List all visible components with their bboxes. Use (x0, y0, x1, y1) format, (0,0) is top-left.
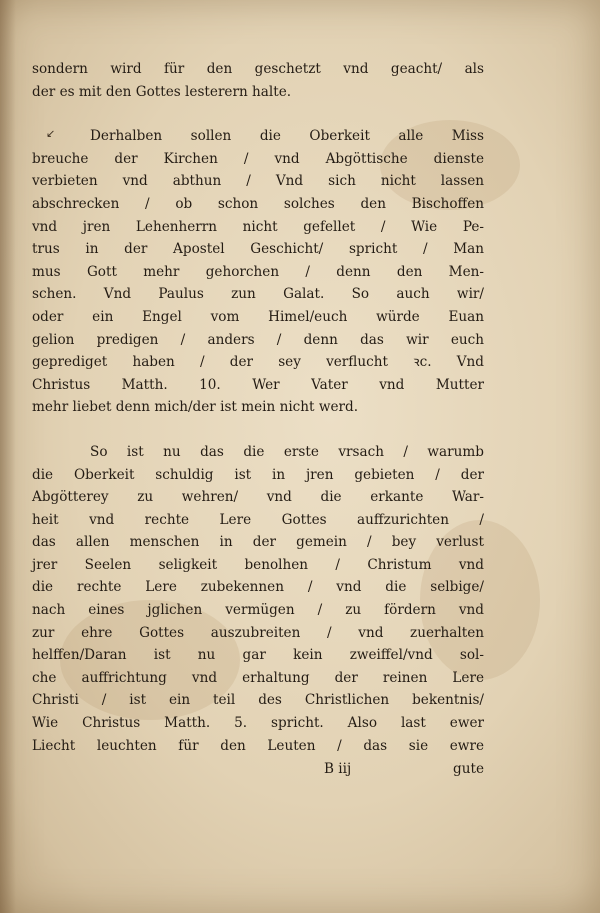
catchword: gute (453, 761, 484, 777)
text-line: gelion predigen / anders / denn das wir euch (32, 331, 484, 348)
paragraph-2 (32, 125, 484, 419)
text-line: schen. Vnd Paulus zun Galat. So auch wir/ (32, 286, 484, 303)
page-footer (32, 761, 484, 783)
text-line: oder ein Engel vom Himel/euch würde Euan (32, 308, 484, 325)
text-line: Derhalben sollen die Oberkeit alle Miss (90, 128, 484, 145)
text-line: verbieten vnd abthun / Vnd sich nicht lassen (32, 173, 484, 190)
text-line: trus in der Apostel Geschicht/ spricht / Man (32, 241, 484, 258)
text-line: sondern wird für den geschetzt vnd geacht/ als (32, 61, 484, 77)
signature-mark: B iij (324, 761, 352, 777)
text-line: Abgötterey zu wehren/ vnd die erkante War- (32, 489, 484, 506)
text-line: Christi / ist ein teil des Christlichen bekentnis/ (32, 692, 484, 709)
text-line: abschrecken / ob schon solches den Bischoffen (32, 195, 484, 212)
paragraph-gap (32, 103, 484, 125)
text-line: Christus Matth. 10. Wer Vater vnd Mutter (32, 376, 484, 393)
text-line: che auffrichtung vnd erhaltung der reinen Lere (32, 669, 484, 686)
text-line: mehr liebet denn mich/der ist mein nicht werd. (32, 399, 359, 416)
text-line: der es mit den Gottes lesterern halte. (32, 83, 292, 100)
paragraph-3 (32, 441, 484, 757)
text-line: mus Gott mehr gehorchen / denn den Men- (32, 263, 484, 280)
page-body-text (32, 58, 484, 757)
text-line: breuche der Kirchen / vnd Abgöttische dienste (32, 150, 484, 167)
text-line: heit vnd rechte Lere Gottes auffzurichten / (32, 511, 484, 528)
text-line: die Oberkeit schuldig ist in jren gebieten / der (32, 466, 484, 483)
text-line: So ist nu das die erste vrsach / warumb (90, 443, 484, 460)
text-line: helffen/Daran ist nu gar kein zweiffel/vnd sol- (32, 647, 484, 664)
text-line: Liecht leuchten für den Leuten / das sie ewre (32, 737, 484, 754)
text-line: jrer Seelen seligkeit benolhen / Christum vnd (32, 556, 484, 573)
text-line: das allen menschen in der gemein / bey verlust (32, 534, 484, 551)
paragraph-gap (32, 419, 484, 441)
text-line: geprediget haben / der sey verflucht ꝛc. Vnd (32, 354, 484, 371)
text-line: die rechte Lere zubekennen / vnd die selbige/ (32, 579, 484, 596)
paragraph-marker-icon: ↙ (46, 127, 56, 140)
text-line: zur ehre Gottes auszubreiten / vnd zuerhalten (32, 624, 484, 641)
page-gutter-shadow (0, 0, 16, 913)
text-line: Wie Christus Matth. 5. spricht. Also last ewer (32, 715, 484, 732)
text-line: vnd jren Lehenherrn nicht gefellet / Wie Pe- (32, 218, 484, 235)
paragraph-1 (32, 58, 484, 103)
text-line: nach eines jglichen vermügen / zu fördern vnd (32, 602, 484, 619)
